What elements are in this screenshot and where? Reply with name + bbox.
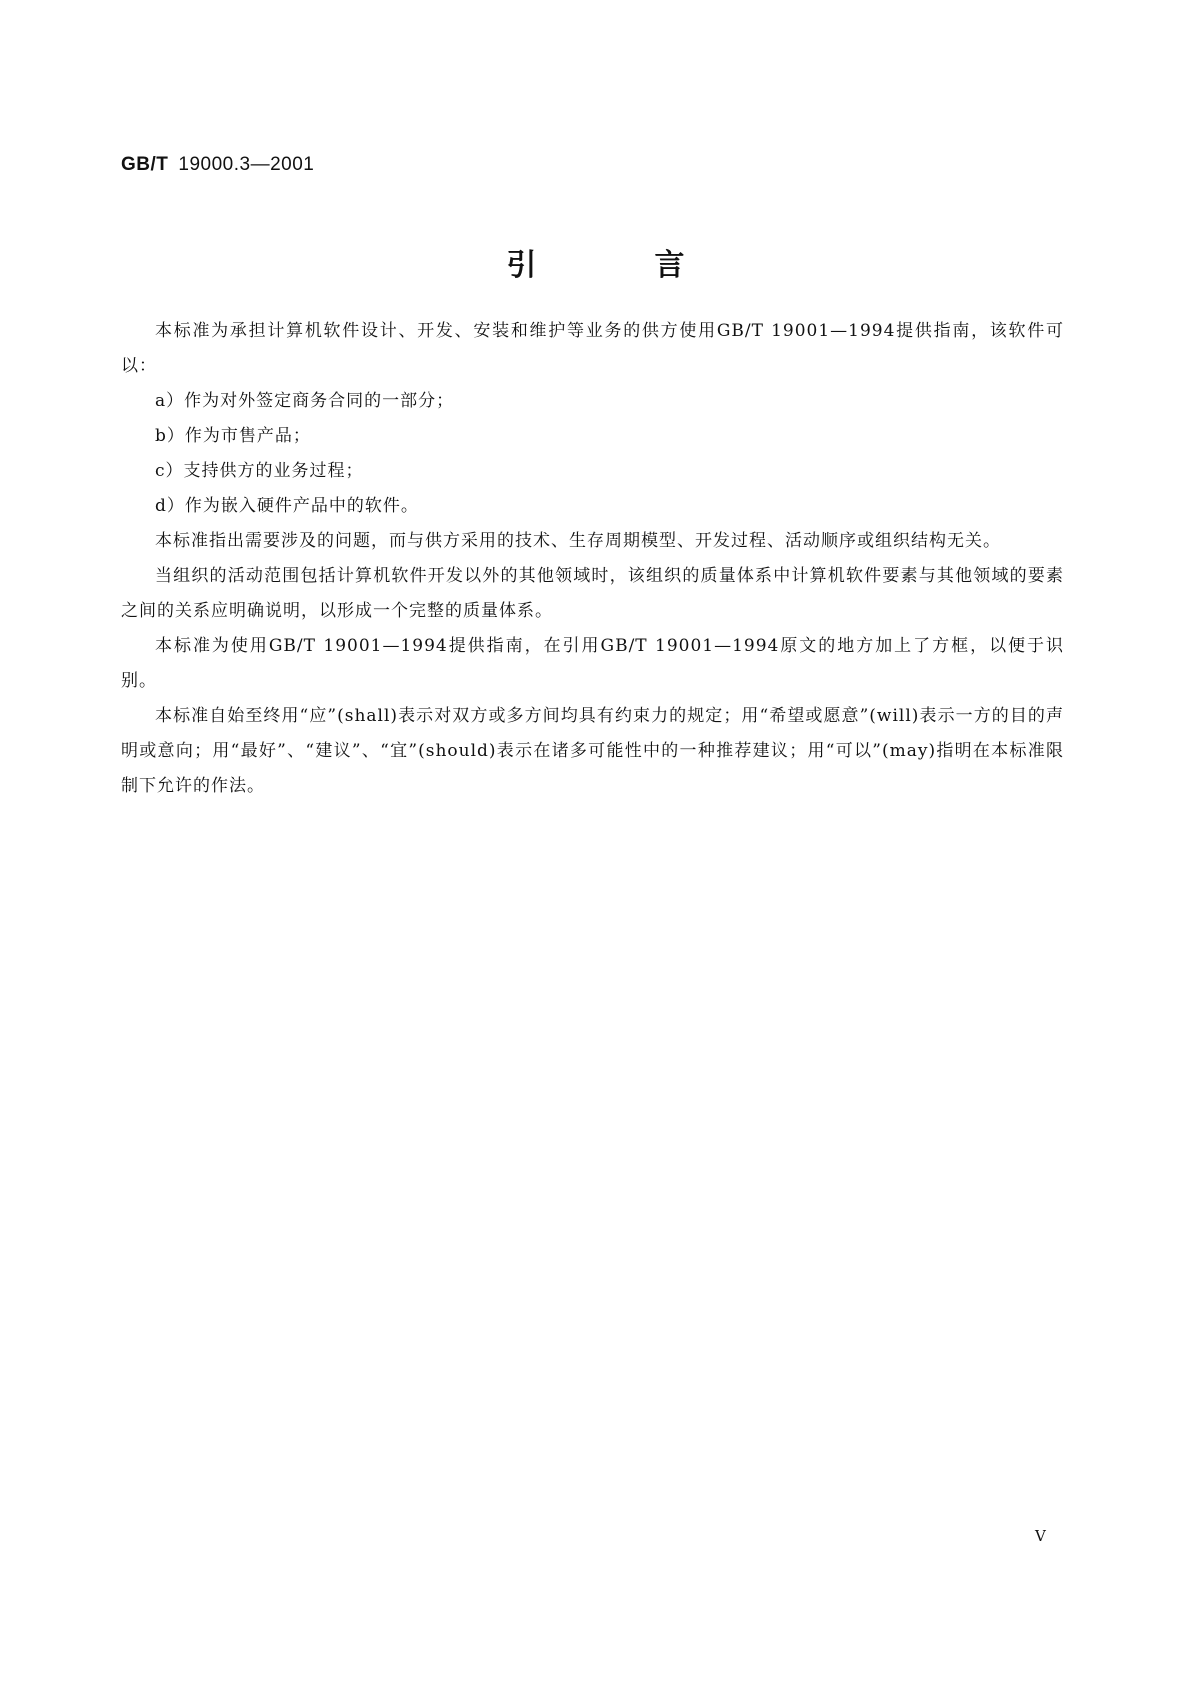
document-code-number: 19000.3—2001: [178, 154, 315, 175]
box-marking-paragraph: 本标准为使用GB/T 19001—1994提供指南，在引用GB/T 19001—1994原文的地方加上了方框，以便于识别。: [121, 636, 1064, 691]
intro-paragraph: 本标准为承担计算机软件设计、开发、安装和维护等业务的供方使用GB/T 19001—1994提供指南，该软件可以：: [121, 321, 1064, 376]
list-item-a: a）作为对外签定商务合同的一部分；: [155, 391, 455, 411]
body-text: [121, 314, 1064, 804]
document-code: [121, 154, 314, 176]
section-title: 引言: [506, 248, 803, 283]
list-item-d: d）作为嵌入硬件产品中的软件。: [155, 496, 419, 516]
verbal-forms-paragraph: 本标准自始至终用“应”(shall)表示对双方或多方间均具有约束力的规定；用“希望或愿意”(will)表示一方的目的声明或意向；用“最好”、“建议”、“宜”(should)表示在诸多可能性中的一种推荐建议；用“可以”(may)指明在本标准限制下允许的作法。: [121, 706, 1064, 796]
quality-system-paragraph: 当组织的活动范围包括计算机软件开发以外的其他领域时，该组织的质量体系中计算机软件要素与其他领域的要素之间的关系应明确说明，以形成一个完整的质量体系。: [121, 566, 1064, 621]
list-item-b: b）作为市售产品；: [155, 426, 311, 446]
list-item-c: c）支持供方的业务过程；: [155, 461, 364, 481]
document-code-prefix: GB/T: [121, 154, 169, 175]
page-number: V: [1035, 1527, 1046, 1545]
scope-paragraph: 本标准指出需要涉及的问题，而与供方采用的技术、生存周期模型、开发过程、活动顺序或组织结构无关。: [155, 531, 1001, 551]
